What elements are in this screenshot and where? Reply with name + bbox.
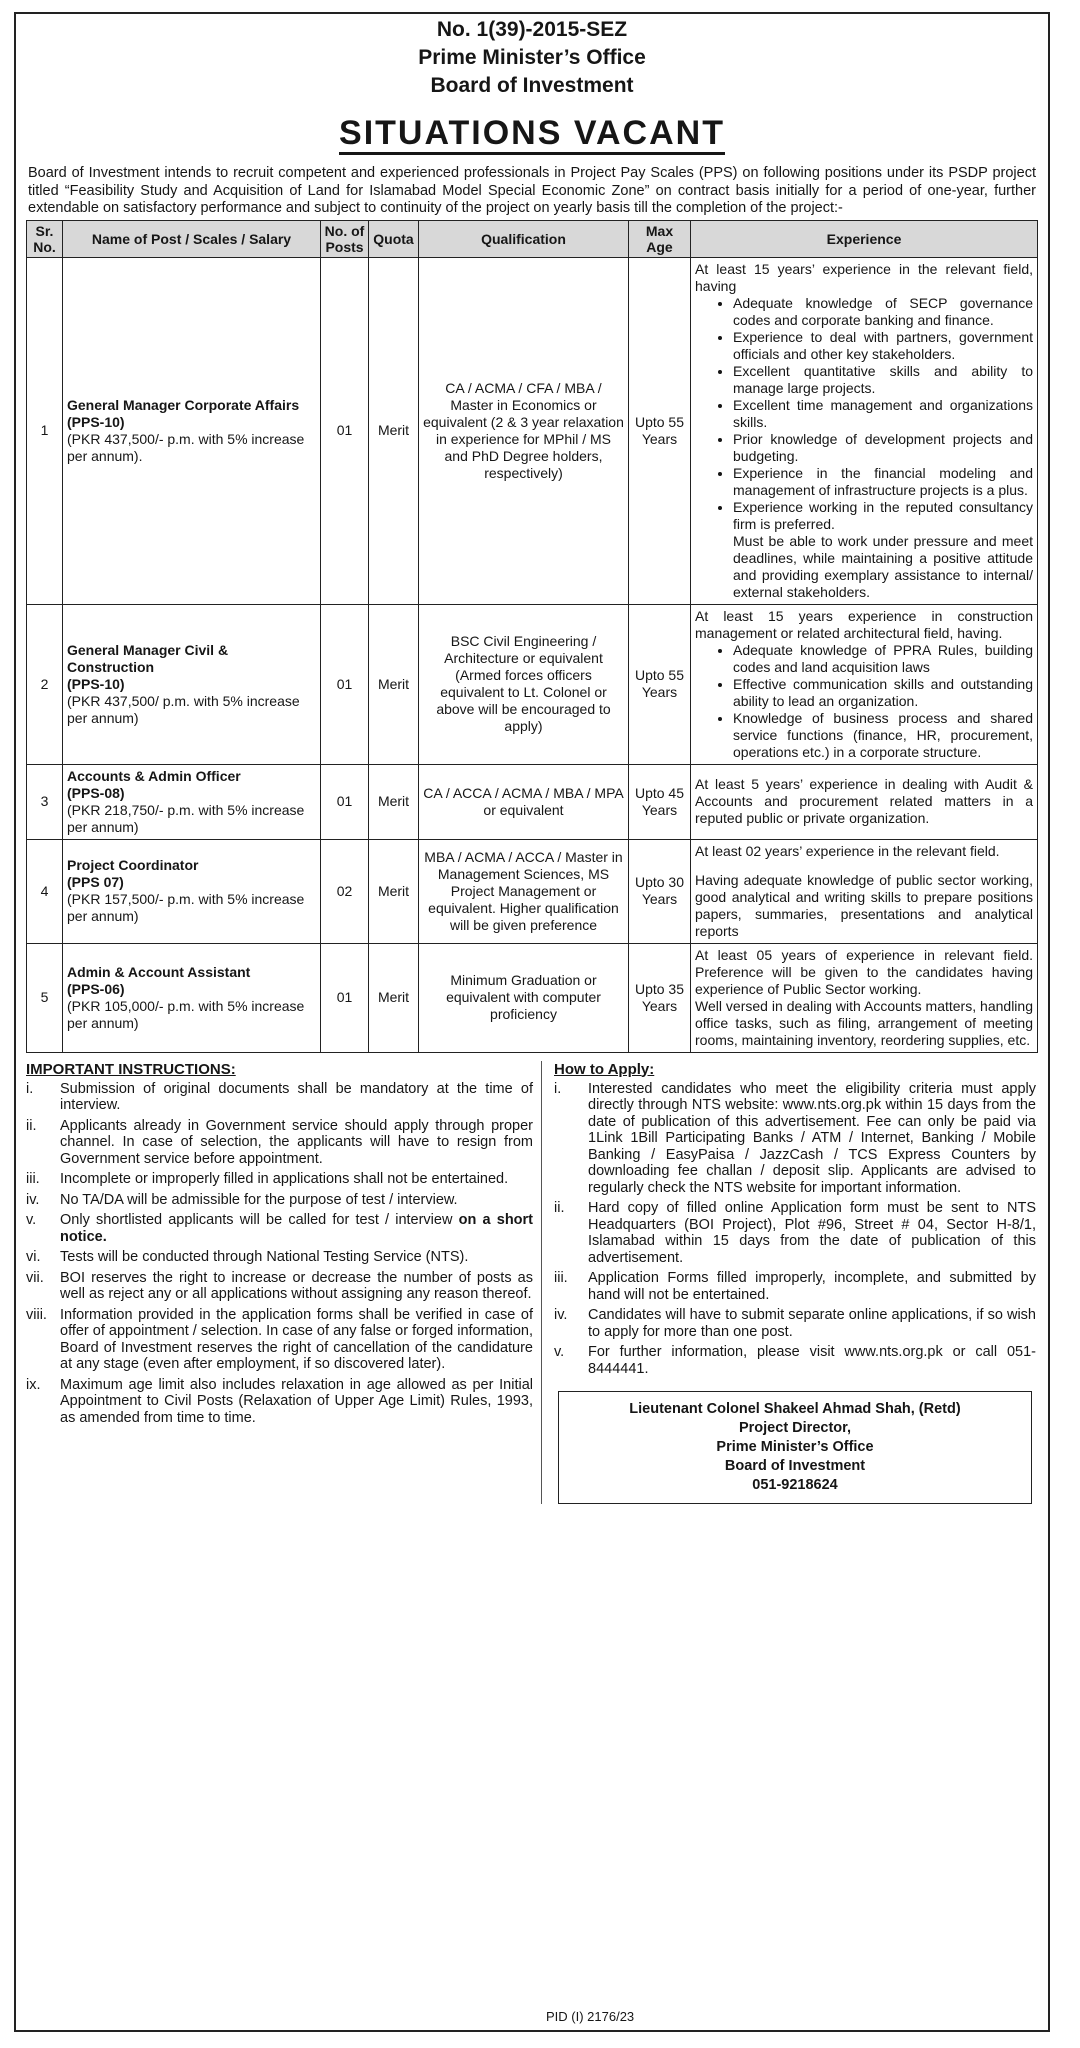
post-scale: (PPS-06) <box>67 980 125 997</box>
list-item-number: iv. <box>26 1191 40 1208</box>
row-post <box>63 764 321 839</box>
experience-bullet: • Experience in the financial modeling and management of infrastructure projects is a plus. <box>733 465 1033 499</box>
row-experience <box>691 839 1038 943</box>
post-scale: (PPS-08) <box>67 784 125 801</box>
office-name: Prime Minister’s Office <box>418 46 646 69</box>
header-post: Name of Post / Scales / Salary <box>63 220 321 257</box>
list-item-number: v. <box>554 1344 565 1360</box>
row-posts: 01 <box>321 604 369 764</box>
experience-intro: At least 15 years’ experience in the relevant field, having <box>695 260 1033 294</box>
signature-box <box>558 1391 1032 1504</box>
experience-bullet: • Excellent quantitative skills and ability to manage large projects. <box>733 363 1033 397</box>
experience-bullet: • Effective communication skills and outstanding ability to lead an organization. <box>733 676 1033 710</box>
list-item-number: viii. <box>26 1306 47 1323</box>
header-sr: Sr. No. <box>27 220 63 257</box>
list-item <box>26 1081 533 1114</box>
table-body <box>27 257 1038 1052</box>
list-item-body: Incomplete or improperly filled in applications shall not be entertained. <box>60 1171 509 1187</box>
experience-extra: Well versed in dealing with Accounts matters, handling office tasks, such as filing, arrangement of meeting rooms, maintaining inventory, reordering supplies, etc. <box>695 997 1033 1048</box>
list-item <box>26 1270 533 1303</box>
row-quota: Merit <box>369 257 419 604</box>
list-item-number: vi. <box>26 1249 41 1265</box>
row-max-age: Upto 55 Years <box>629 604 691 764</box>
row-sr: 2 <box>27 604 63 764</box>
row-posts: 01 <box>321 764 369 839</box>
table-row <box>27 604 1038 764</box>
list-item-text <box>588 1270 1036 1303</box>
list-item-emphasis: on a short notice. <box>60 1212 533 1245</box>
experience-extra: Must be able to work under pressure and meet deadlines, while maintaining a positive attitude and providing exemplary assistance to internal/ external stakeholders. <box>733 532 1033 600</box>
row-qualification: CA / ACMA / CFA / MBA / Master in Economics or equivalent (2 & 3 year relaxation in experience for MPhil / MS and PhD Degree holders, respectively) <box>419 257 629 604</box>
experience-bullet: • Prior knowledge of development projects and budgeting. <box>733 431 1033 465</box>
instructions-list <box>26 1081 533 1427</box>
list-item-body: Only shortlisted applicants will be called for test / interview <box>60 1212 453 1228</box>
list-item <box>554 1081 1036 1197</box>
row-sr: 5 <box>27 943 63 1052</box>
row-post <box>63 604 321 764</box>
post-salary: (PKR 437,500/ p.m. with 5% increase per annum) <box>67 692 300 726</box>
signatory-phone: 051-9218624 <box>752 1477 838 1493</box>
post-name: General Manager Corporate Affairs <box>67 396 300 413</box>
list-item-text <box>60 1270 533 1303</box>
row-quota: Merit <box>369 764 419 839</box>
list-item <box>26 1118 533 1168</box>
row-experience <box>691 943 1038 1052</box>
row-max-age: Upto 45 Years <box>629 764 691 839</box>
list-item-number: iv. <box>554 1307 568 1323</box>
list-item-text <box>60 1118 533 1168</box>
how-to-apply-list <box>554 1081 1036 1378</box>
experience-bullet: • Excellent time management and organizations skills. <box>733 397 1033 431</box>
experience-intro: At least 02 years’ experience in the relevant field. <box>695 842 1000 859</box>
list-item-body: Information provided in the application forms shall be verified in case of offer of appointment / selection. In case of any false or forged information, Board of Investment reserves the right of cancellation of the candidature at any stage (even after employment, if so discovered later). <box>60 1306 533 1372</box>
list-item-body: Hard copy of filled online Application form must be sent to NTS Headquarters (BOI Project), Plot #96, Street # 04, Sector H-8/1, Islamabad within 15 days from the date of publication of this advertisement. <box>588 1200 1036 1266</box>
row-qualification: CA / ACCA / ACMA / MBA / MPA or equivalent <box>419 764 629 839</box>
list-item-text <box>60 1249 533 1266</box>
experience-bullet: • Knowledge of business process and shared service functions (finance, HR, procurement, operations etc.) in a corporate structure. <box>733 710 1033 761</box>
table-header-row <box>27 220 1038 257</box>
post-name: Project Coordinator <box>67 857 199 873</box>
list-item-text <box>60 1081 533 1114</box>
list-item-number: ii. <box>554 1200 565 1216</box>
list-item-body: Interested candidates who meet the eligibility criteria must apply directly through NTS website: www.nts.org.pk within 15 days from the date of publication of this advertisement. Fee can only be paid via 1Link 1Bill Participating Banks / ATM / Internet, Banking / Mobile Banking / EasyPaisa / JazzCash / TCS Express Counters by downloading fee challan / deposit slip. Applicants are advised to regularly check the NTS website for important information. <box>588 1080 1036 1196</box>
instructions-heading: IMPORTANT INSTRUCTIONS: <box>26 1060 236 1078</box>
list-item <box>26 1212 533 1245</box>
row-posts: 01 <box>321 943 369 1052</box>
post-name: Accounts & Admin Officer <box>67 767 241 784</box>
experience-bullet: • Adequate knowledge of SECP governance codes and corporate banking and finance. <box>733 295 1033 329</box>
list-item-number: iii. <box>26 1171 40 1187</box>
row-quota: Merit <box>369 604 419 764</box>
header-quota: Quota <box>369 220 419 257</box>
row-posts: 01 <box>321 257 369 604</box>
post-name: General Manager Civil & Construction <box>67 641 229 675</box>
header-qualification: Qualification <box>419 220 629 257</box>
list-item-text <box>588 1081 1036 1197</box>
table-row <box>27 839 1038 943</box>
row-quota: Merit <box>369 839 419 943</box>
table-row <box>27 943 1038 1052</box>
list-item <box>26 1171 533 1188</box>
list-item <box>26 1377 533 1427</box>
list-item-text <box>588 1307 1036 1340</box>
bottom-section <box>26 1061 1038 1505</box>
list-item-text <box>60 1212 533 1245</box>
list-item-body: Submission of original documents shall be mandatory at the time of interview. <box>60 1080 533 1113</box>
post-salary: (PKR 105,000/- p.m. with 5% increase per annum) <box>67 997 305 1031</box>
experience-intro: At least 05 years of experience in relevant field. Preference will be given to the candidates having experience of Public Sector working. <box>695 946 1033 997</box>
reference-number: No. 1(39)-2015-SEZ <box>436 18 628 41</box>
instructions-column <box>26 1061 542 1505</box>
row-qualification: BSC Civil Engineering / Architecture or equivalent (Armed forces officers equivalent to Lt. Colonel or above will be encouraged to apply) <box>419 604 629 764</box>
list-item-text <box>60 1307 533 1373</box>
list-item <box>554 1270 1036 1303</box>
list-item-text <box>60 1377 533 1427</box>
list-item <box>554 1200 1036 1266</box>
list-item-body: No TA/DA will be admissible for the purpose of test / interview. <box>60 1191 458 1208</box>
row-experience <box>691 764 1038 839</box>
table-row <box>27 257 1038 604</box>
board-name: Board of Investment <box>430 74 634 97</box>
row-max-age: Upto 55 Years <box>629 257 691 604</box>
page-title: SITUATIONS VACANT <box>339 114 725 155</box>
row-posts: 02 <box>321 839 369 943</box>
post-salary: (PKR 437,500/- p.m. with 5% increase per annum). <box>67 430 305 464</box>
post-name: Admin & Account Assistant <box>67 963 251 980</box>
list-item-number: ii. <box>26 1117 37 1134</box>
header-posts: No. of Posts <box>321 220 369 257</box>
signatory-board: Board of Investment <box>724 1458 866 1474</box>
list-item-number: i. <box>554 1080 562 1097</box>
list-item-number: i. <box>26 1080 34 1097</box>
row-quota: Merit <box>369 943 419 1052</box>
list-item-text <box>588 1200 1036 1266</box>
row-post <box>63 943 321 1052</box>
list-item <box>554 1307 1036 1340</box>
row-post <box>63 839 321 943</box>
advertisement-page <box>14 12 1050 2032</box>
post-scale: (PPS-10) <box>67 413 125 430</box>
list-item-text <box>588 1344 1036 1377</box>
row-qualification: MBA / ACMA / ACCA / Master in Management Sciences, MS Project Management or equivalent. Higher qualification will be given preference <box>419 839 629 943</box>
post-scale: (PPS 07) <box>67 874 124 890</box>
list-item-body: Application Forms filled improperly, incomplete, and submitted by hand will not be entertained. <box>588 1270 1036 1303</box>
experience-bullet: • Adequate knowledge of PPRA Rules, building codes and land acquisition laws <box>733 642 1033 676</box>
experience-extra: Having adequate knowledge of public sector working, good analytical and writing skills to prepare positions papers, summaries, presentations and analytical reports <box>695 871 1033 939</box>
post-salary: (PKR 218,750/- p.m. with 5% increase per annum) <box>67 801 305 835</box>
list-item-number: vii. <box>26 1269 44 1286</box>
header-experience: Experience <box>691 220 1038 257</box>
list-item-text <box>60 1192 533 1209</box>
list-item-number: v. <box>26 1212 37 1228</box>
list-item-body: Maximum age limit also includes relaxation in age allowed as per Initial Appointment to Civil Posts (Relaxation of Upper Age Limit) Rules, 1993, as amended from time to time. <box>60 1376 533 1426</box>
positions-table <box>26 220 1038 1053</box>
row-post <box>63 257 321 604</box>
signatory-name: Lieutenant Colonel Shakeel Ahmad Shah, (Retd) <box>629 1401 961 1417</box>
table-row <box>27 764 1038 839</box>
signatory-designation: Project Director, <box>738 1420 851 1436</box>
row-experience <box>691 257 1038 604</box>
row-qualification: Minimum Graduation or equivalent with computer proficiency <box>419 943 629 1052</box>
post-scale: (PPS-10) <box>67 675 125 692</box>
how-to-apply-column <box>542 1061 1036 1505</box>
row-max-age: Upto 30 Years <box>629 839 691 943</box>
list-item-body: Candidates will have to submit separate online applications, if so wish to apply for more than one post. <box>588 1307 1036 1340</box>
row-sr: 4 <box>27 839 63 943</box>
list-item-text <box>60 1171 533 1188</box>
list-item-number: ix. <box>26 1376 41 1393</box>
list-item <box>554 1344 1036 1377</box>
intro-paragraph: Board of Investment intends to recruit competent and experienced professionals in Project Pay Scales (PPS) on following positions under its PSDP project titled “Feasibility Study and Acquisition of Land for Islamabad Model Special Economic Zone” on contract basis initially for a period of one-year, further extendable on satisfactory performance and subject to continuity of the project on yearly basis till the completion of the project:- <box>28 165 1036 216</box>
row-experience <box>691 604 1038 764</box>
row-sr: 1 <box>27 257 63 604</box>
experience-intro: At least 5 years’ experience in dealing with Audit & Accounts and procurement related matters in a reputed public or private organization. <box>695 776 1033 826</box>
experience-bullets <box>695 295 1033 533</box>
list-item-body: Tests will be conducted through National Testing Service (NTS). <box>60 1249 469 1265</box>
list-item <box>26 1307 533 1373</box>
spacer <box>695 860 1033 872</box>
list-item-body: BOI reserves the right to increase or decrease the number of posts as well as reject any or all applications without assigning any reason thereof. <box>60 1269 533 1302</box>
experience-bullets <box>695 642 1033 761</box>
row-sr: 3 <box>27 764 63 839</box>
how-to-apply-heading: How to Apply: <box>554 1060 655 1078</box>
post-salary: (PKR 157,500/- p.m. with 5% increase per annum) <box>67 891 305 924</box>
list-item-body: Applicants already in Government service should apply through proper channel. In case of selection, the applicants will have to resign from Government service before appointment. <box>60 1117 533 1167</box>
page-title-wrapper <box>26 114 1038 155</box>
experience-bullet: • Experience to deal with partners, government officials and other key stakeholders. <box>733 329 1033 363</box>
list-item-number: iii. <box>554 1270 568 1286</box>
experience-intro: At least 15 years experience in construction management or related architectural field, having. <box>695 607 1033 641</box>
signatory-office: Prime Minister’s Office <box>716 1439 874 1455</box>
pid-number: PID (I) 2176/23 <box>546 2009 635 2024</box>
header-max-age: Max Age <box>629 220 691 257</box>
experience-bullet: • Experience working in the reputed consultancy firm is preferred. <box>733 499 1033 533</box>
list-item <box>26 1192 533 1209</box>
list-item <box>26 1249 533 1266</box>
row-max-age: Upto 35 Years <box>629 943 691 1052</box>
list-item-body: For further information, please visit www.nts.org.pk or call 051-8444441. <box>588 1344 1036 1377</box>
